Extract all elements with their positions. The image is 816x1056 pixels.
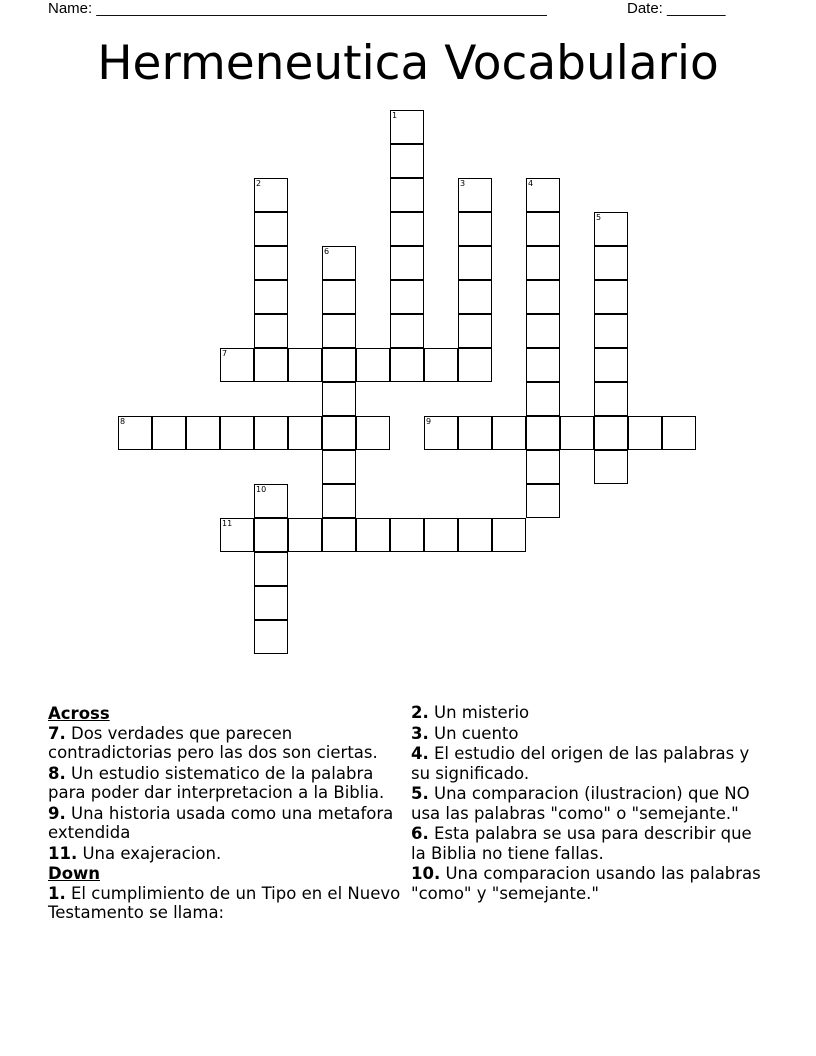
clue-text: Un cuento (434, 723, 519, 743)
date-line: Date: _______ (627, 0, 726, 17)
crossword-cell[interactable] (526, 382, 560, 416)
cell-number: 8 (120, 417, 126, 426)
clue-across-8 (48, 764, 410, 803)
cell-number: 5 (596, 213, 602, 222)
crossword-cell[interactable] (526, 178, 560, 212)
crossword-cell[interactable] (594, 212, 628, 246)
crossword-cell[interactable] (526, 348, 560, 382)
clue-number: 11. (48, 843, 78, 863)
clue-down-2 (411, 703, 771, 723)
clue-text: Una comparacion (ilustracion) que NO usa las palabras "como" o "semejante." (411, 784, 750, 823)
crossword-cell[interactable] (424, 348, 458, 382)
crossword-cell[interactable] (220, 518, 254, 552)
crossword-cell[interactable] (526, 280, 560, 314)
clue-down-10 (411, 864, 771, 903)
crossword-cell[interactable] (254, 178, 288, 212)
clues-left-column (48, 703, 410, 924)
clues-right-column (411, 703, 771, 904)
clue-text: Una comparacion usando las palabras "como" y "semejante." (411, 864, 761, 903)
cell-number: 9 (426, 417, 432, 426)
cell-number: 7 (222, 349, 228, 358)
crossword-cell[interactable] (390, 246, 424, 280)
clue-number: 8. (48, 763, 66, 783)
clue-down-3 (411, 724, 771, 744)
crossword-cell[interactable] (322, 416, 356, 450)
clue-across-9 (48, 804, 410, 843)
clue-number: 1. (48, 883, 66, 903)
crossword-cell[interactable] (322, 484, 356, 518)
crossword-cell[interactable] (356, 416, 390, 450)
crossword-cell[interactable] (390, 178, 424, 212)
crossword-cell[interactable] (288, 518, 322, 552)
crossword-cell[interactable] (492, 518, 526, 552)
crossword-cell[interactable] (594, 314, 628, 348)
crossword-cell[interactable] (390, 314, 424, 348)
clue-text: El estudio del origen de las palabras y su significado. (411, 744, 750, 783)
crossword-cell[interactable] (458, 280, 492, 314)
cell-number: 10 (256, 485, 267, 494)
crossword-cell[interactable] (458, 178, 492, 212)
crossword-cell[interactable] (356, 348, 390, 382)
cell-number: 4 (528, 179, 534, 188)
clue-number: 4. (411, 744, 429, 763)
clue-text: El cumplimiento de un Tipo en el Nuevo Testamento se llama: (48, 883, 401, 922)
clue-number: 9. (48, 803, 66, 823)
crossword-cell[interactable] (254, 246, 288, 280)
clue-down-5 (411, 784, 771, 823)
clue-number: 5. (411, 784, 429, 803)
crossword-cell[interactable] (662, 416, 696, 450)
cell-number: 3 (460, 179, 466, 188)
clue-number: 7. (48, 723, 66, 743)
crossword-cell[interactable] (594, 450, 628, 484)
crossword-cell[interactable] (526, 450, 560, 484)
crossword-cell[interactable] (322, 348, 356, 382)
crossword-cell[interactable] (594, 246, 628, 280)
crossword-cell[interactable] (594, 382, 628, 416)
clue-down-4 (411, 744, 771, 783)
across-heading: Across (48, 704, 110, 723)
crossword-cell[interactable] (254, 518, 288, 552)
clue-number: 6. (411, 824, 429, 843)
crossword-cell[interactable] (254, 552, 288, 586)
crossword-cell[interactable] (458, 416, 492, 450)
clue-number: 10. (411, 864, 441, 883)
clue-across-11 (48, 844, 410, 864)
crossword-cell[interactable] (526, 484, 560, 518)
cell-number: 1 (392, 111, 398, 120)
crossword-cell[interactable] (152, 416, 186, 450)
crossword-cell[interactable] (254, 212, 288, 246)
crossword-cell[interactable] (322, 450, 356, 484)
crossword-cell[interactable] (254, 314, 288, 348)
crossword-cell[interactable] (220, 348, 254, 382)
crossword-cell[interactable] (322, 518, 356, 552)
crossword-cell[interactable] (288, 416, 322, 450)
clue-across-7 (48, 724, 410, 763)
crossword-cell[interactable] (526, 416, 560, 450)
crossword-cell[interactable] (220, 416, 254, 450)
cell-number: 11 (222, 519, 233, 528)
crossword-cell[interactable] (458, 348, 492, 382)
clue-down-1 (48, 884, 410, 923)
clue-number: 3. (411, 723, 429, 743)
name-line: Name: ______________________________________________________ (48, 0, 547, 17)
crossword-cell[interactable] (186, 416, 220, 450)
crossword-cell[interactable] (628, 416, 662, 450)
clue-text: Esta palabra se usa para describir que la Biblia no tiene fallas. (411, 824, 752, 863)
crossword-cell[interactable] (254, 586, 288, 620)
crossword-cell[interactable] (254, 348, 288, 382)
crossword-cell[interactable] (458, 246, 492, 280)
crossword-cell[interactable] (254, 280, 288, 314)
crossword-cell[interactable] (458, 314, 492, 348)
crossword-cell[interactable] (390, 144, 424, 178)
clue-text: Dos verdades que parecen contradictorias pero las dos son ciertas. (48, 723, 378, 762)
clue-text: Una exajeracion. (82, 843, 222, 863)
crossword-cell[interactable] (356, 518, 390, 552)
crossword-cell[interactable] (390, 348, 424, 382)
crossword-cell[interactable] (254, 484, 288, 518)
crossword-cell[interactable] (254, 416, 288, 450)
clue-text: Un misterio (434, 703, 530, 722)
clue-text: Una historia usada como una metafora extendida (48, 803, 394, 842)
crossword-cell[interactable] (390, 518, 424, 552)
crossword-cell[interactable] (594, 416, 628, 450)
crossword-cell[interactable] (322, 382, 356, 416)
crossword-cell[interactable] (322, 280, 356, 314)
crossword-cell[interactable] (424, 518, 458, 552)
cell-number: 6 (324, 247, 330, 256)
crossword-cell[interactable] (526, 212, 560, 246)
crossword-cell[interactable] (560, 416, 594, 450)
crossword-cell[interactable] (322, 246, 356, 280)
crossword-cell[interactable] (526, 246, 560, 280)
crossword-cell[interactable] (322, 314, 356, 348)
crossword-cell[interactable] (288, 348, 322, 382)
clue-text: Un estudio sistematico de la palabra para poder dar interpretacion a la Biblia. (48, 763, 385, 802)
crossword-cell[interactable] (390, 280, 424, 314)
crossword-cell[interactable] (526, 314, 560, 348)
crossword-cell[interactable] (424, 416, 458, 450)
crossword-cell[interactable] (594, 348, 628, 382)
cell-number: 2 (256, 179, 262, 188)
crossword-cell[interactable] (458, 212, 492, 246)
crossword-cell[interactable] (390, 212, 424, 246)
down-heading: Down (48, 864, 101, 883)
crossword-cell[interactable] (458, 518, 492, 552)
crossword-cell[interactable] (594, 280, 628, 314)
crossword-cell[interactable] (492, 416, 526, 450)
page-title: Hermeneutica Vocabulario (97, 36, 719, 91)
crossword-cell[interactable] (390, 110, 424, 144)
crossword-cell[interactable] (254, 620, 288, 654)
clue-down-6 (411, 824, 771, 863)
clue-number: 2. (411, 703, 429, 722)
crossword-cell[interactable] (118, 416, 152, 450)
